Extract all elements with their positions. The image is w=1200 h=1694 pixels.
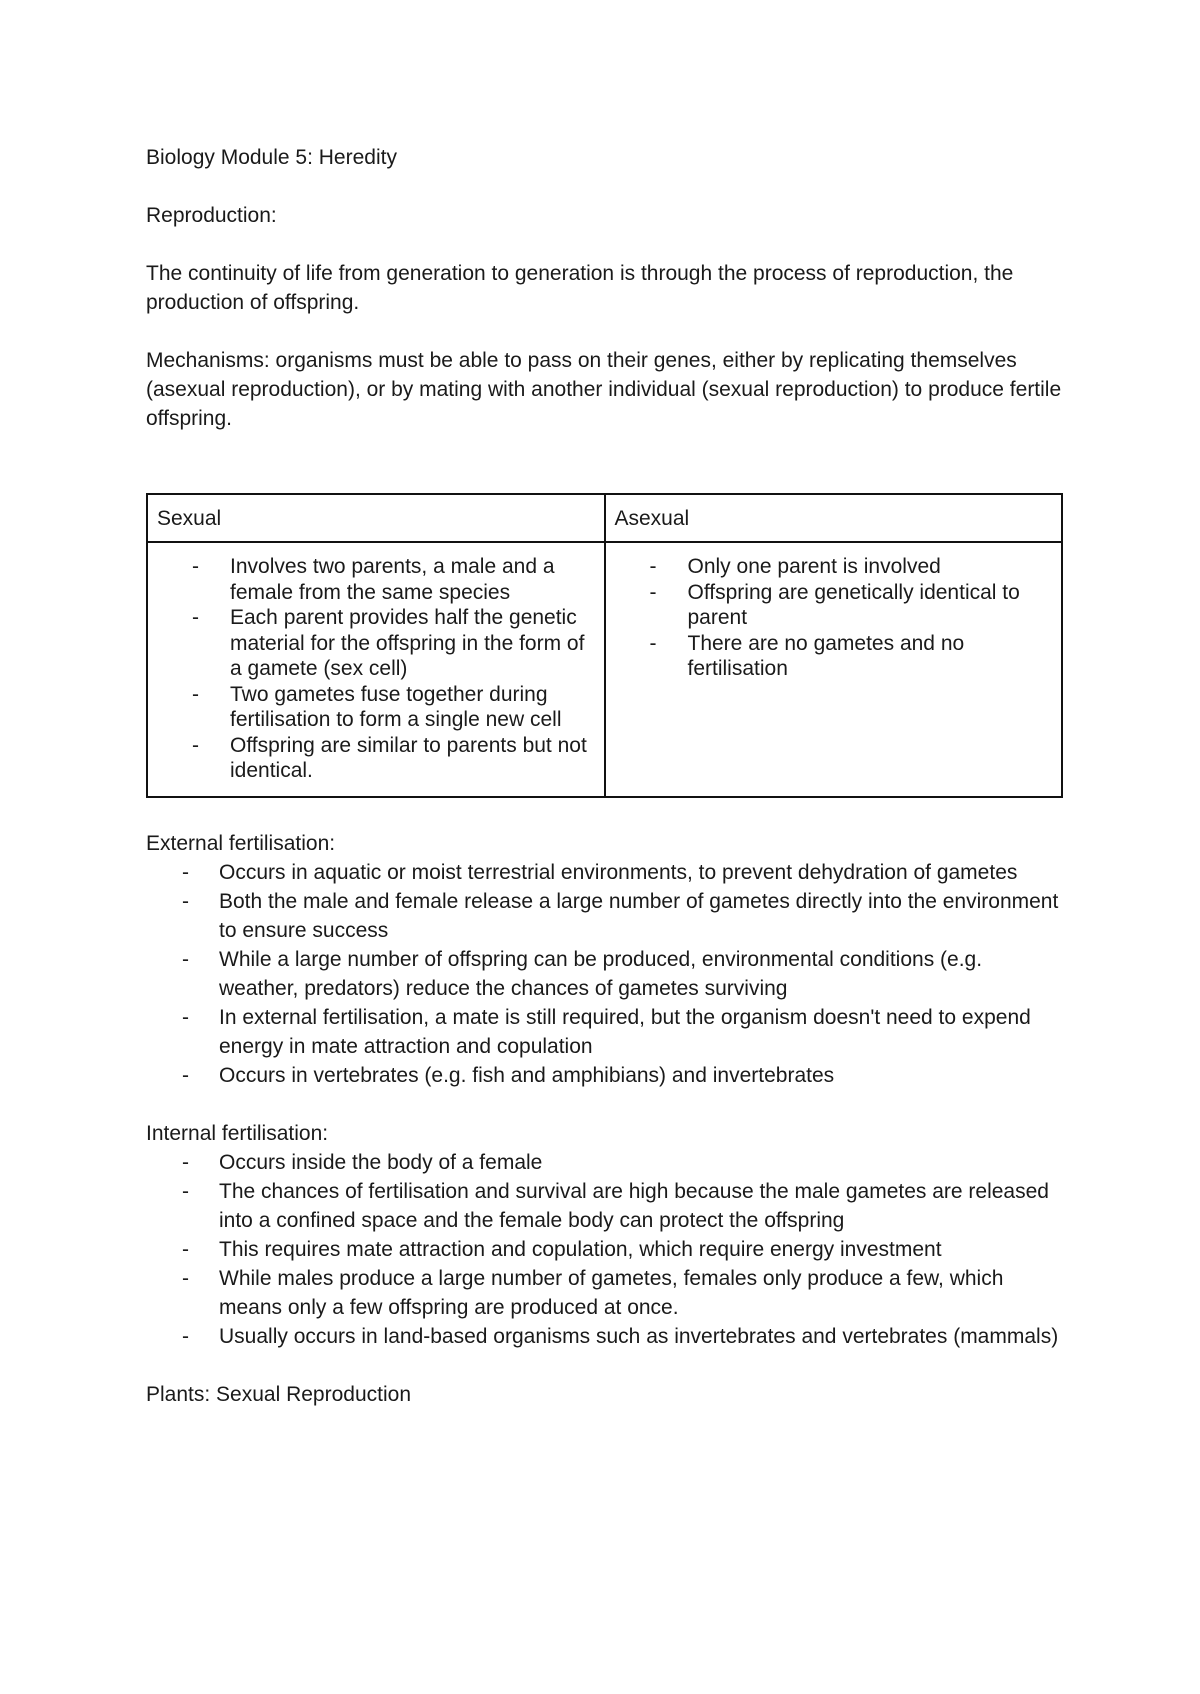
list-item [146, 1235, 1066, 1264]
list-item [148, 554, 592, 605]
dash-marker: - [182, 890, 189, 913]
dash-marker: - [192, 733, 199, 757]
dash-marker: - [182, 1180, 189, 1203]
list-item [146, 858, 1066, 887]
list-item-text: Offspring are genetically identical to parent [687, 580, 1020, 629]
dash-marker: - [182, 1006, 189, 1029]
list-item-text: Offspring are similar to parents but not identical. [230, 733, 587, 782]
dash-marker: - [649, 580, 657, 604]
mechanisms-paragraph: Mechanisms: organisms must be able to pass on their genes, either by replicating themselves (asexual reproduction), or by mating with another individual (sexual reproduction) to produce fertile offspring. [146, 349, 1062, 430]
list-item [146, 1264, 1066, 1322]
dash-marker: - [182, 948, 189, 971]
list-item-text: The chances of fertilisation and survival are high because the male gametes are released into a confined space and the female body can protect the offspring [219, 1180, 1049, 1232]
document-page [146, 143, 1066, 1409]
list-item [146, 1003, 1066, 1061]
dash-marker: - [192, 682, 199, 706]
sexual-list [148, 554, 592, 784]
list-item-text: Only one parent is involved [687, 555, 941, 578]
external-fertilisation-list [146, 858, 1066, 1090]
intro-paragraph: The continuity of life from generation to generation is through the process of reproduction, the production of offspring. [146, 262, 1014, 314]
list-item [606, 580, 1050, 631]
list-item [606, 554, 1050, 580]
list-item-text: There are no gametes and no fertilisation [687, 631, 965, 680]
list-item [146, 1322, 1066, 1351]
list-item [148, 733, 592, 784]
dash-marker: - [649, 631, 657, 655]
list-item [146, 1061, 1066, 1090]
list-item-text: This requires mate attraction and copulation, which require energy investment [219, 1238, 942, 1261]
dash-marker: - [182, 1151, 189, 1174]
comparison-table [146, 493, 1063, 798]
external-fertilisation-heading: External fertilisation: [146, 832, 336, 855]
dash-marker: - [182, 1238, 189, 1261]
list-item-text: Occurs in aquatic or moist terrestrial environments, to prevent dehydration of gametes [219, 861, 1018, 884]
list-item-text: Occurs inside the body of a female [219, 1151, 543, 1174]
dash-marker: - [182, 1267, 189, 1290]
list-item-text: Occurs in vertebrates (e.g. fish and amphibians) and invertebrates [219, 1064, 835, 1087]
table-header-sexual: Sexual [147, 494, 605, 542]
reproduction-heading: Reproduction: [146, 204, 277, 227]
sexual-cell [147, 542, 605, 797]
list-item-text: In external fertilisation, a mate is still required, but the organism doesn't need to expend energy in mate attraction and copulation [219, 1006, 1031, 1058]
list-item-text: Involves two parents, a male and a female from the same species [230, 555, 555, 604]
dash-marker: - [192, 606, 199, 629]
list-item [146, 1177, 1066, 1235]
list-item [146, 945, 1066, 1003]
list-item-text: Two gametes fuse together during fertilisation to form a single new cell [230, 682, 562, 731]
list-item-text: While a large number of offspring can be produced, environmental conditions (e.g. weather, predators) reduce the chances of gametes surviving [219, 948, 983, 1000]
dash-marker: - [182, 1325, 189, 1348]
dash-marker: - [192, 555, 199, 578]
list-item [146, 887, 1066, 945]
dash-marker: - [649, 555, 657, 578]
list-item-text: Both the male and female release a large number of gametes directly into the environment to ensure success [219, 890, 1059, 942]
asexual-list [606, 554, 1050, 682]
asexual-cell [605, 542, 1063, 797]
list-item-text: Usually occurs in land-based organisms such as invertebrates and vertebrates (mammals) [219, 1325, 1059, 1348]
plants-heading: Plants: Sexual Reproduction [146, 1383, 411, 1406]
list-item [146, 1148, 1066, 1177]
list-item-text: While males produce a large number of gametes, females only produce a few, which means only a few offspring are produced at once. [219, 1267, 1004, 1319]
list-item [148, 605, 592, 682]
list-item [606, 631, 1050, 682]
internal-fertilisation-list [146, 1148, 1066, 1351]
table-header-asexual: Asexual [605, 494, 1063, 542]
dash-marker: - [182, 1064, 189, 1087]
dash-marker: - [182, 861, 189, 884]
document-title: Biology Module 5: Heredity [146, 146, 397, 169]
list-item [148, 682, 592, 733]
internal-fertilisation-heading: Internal fertilisation: [146, 1122, 329, 1145]
list-item-text: Each parent provides half the genetic material for the offspring in the form of a gamete (sex cell) [230, 606, 585, 680]
